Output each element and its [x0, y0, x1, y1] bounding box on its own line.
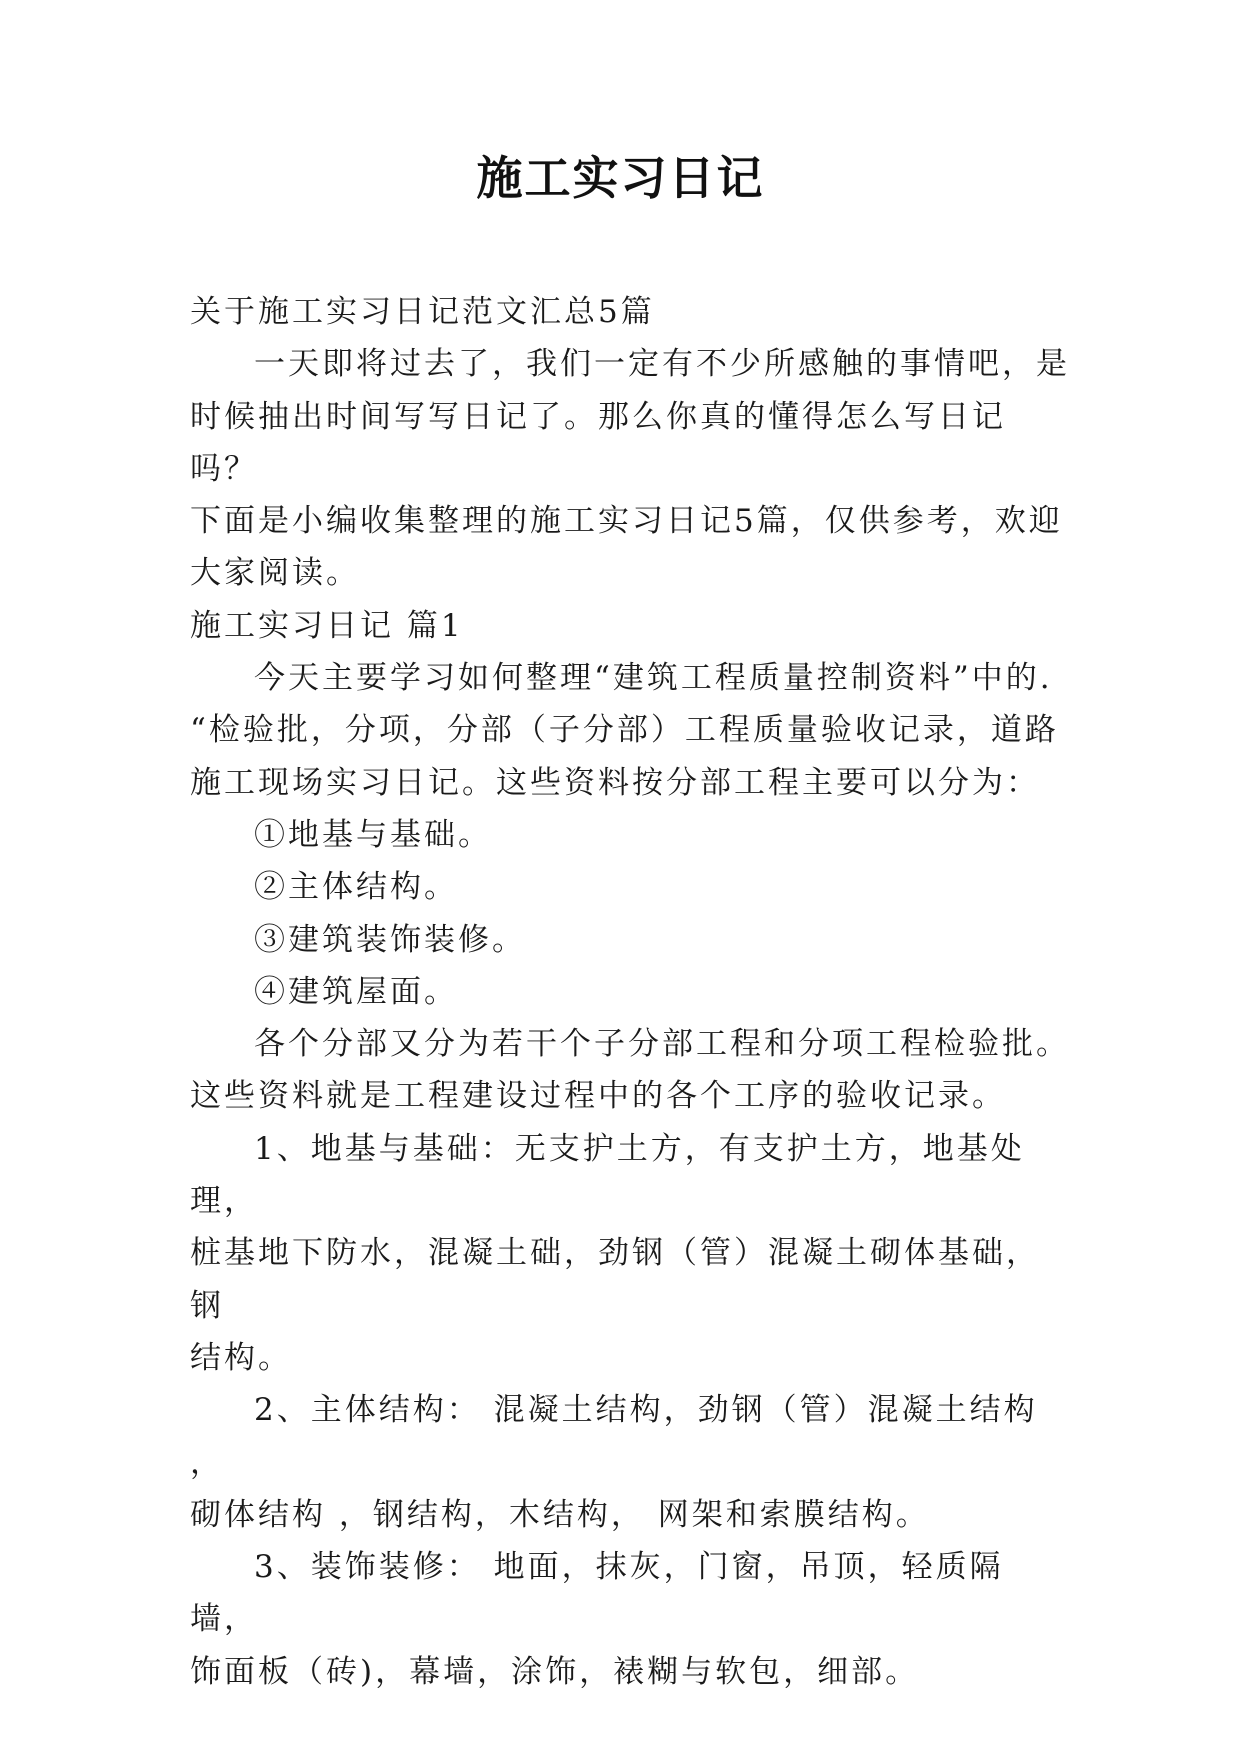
paragraph-line: 1、地基与基础：无支护土方，有支护土方，地基处理，	[190, 1130, 1025, 1220]
paragraph-line: 2、主体结构： 混凝土结构，劲钢（管）混凝土结构 ，	[190, 1392, 1038, 1481]
paragraph-line: 大家阅读。	[190, 555, 360, 592]
list-item: ②主体结构。	[254, 869, 458, 906]
document-title: 施工实习日记	[476, 151, 765, 205]
paragraph-line: 结构。	[190, 1339, 292, 1376]
list-item: ①地基与基础。	[254, 816, 492, 853]
paragraph-5	[190, 1541, 1070, 1698]
paragraph-4	[190, 1384, 1070, 1541]
list-item: ③建筑装饰装修。	[254, 921, 526, 958]
paragraph-3	[190, 1123, 1070, 1384]
paragraph-line: 桩基地下防水，混凝土础，劲钢（管）混凝土砌体基础，钢	[190, 1235, 1040, 1324]
paragraph-line: 下面是小编收集整理的施工实习日记5篇，仅供参考，欢迎	[190, 503, 1063, 540]
paragraph-line: 饰面板（砖)，幕墙，涂饰，裱糊与软包，细部。	[190, 1653, 920, 1690]
paragraph-line: 各个分部又分为若干个子分部工程和分项工程检验批。	[254, 1026, 1070, 1063]
paragraph-line: 这些资料就是工程建设过程中的各个工序的验收记录。	[190, 1078, 1006, 1115]
list-item: ④建筑屋面。	[254, 973, 458, 1010]
section-heading: 施工实习日记 篇1	[190, 607, 464, 644]
document-body	[190, 286, 1070, 1698]
paragraph-line: 一天即将过去了，我们一定有不少所感触的事情吧，是	[254, 346, 1070, 383]
paragraph-2	[190, 1018, 1070, 1123]
paragraph-line: “检验批，分项，分部（子分部）工程质量验收记录，道路	[190, 712, 1059, 749]
division-list	[190, 809, 1070, 1018]
paragraph-line: 今天主要学习如何整理“建筑工程质量控制资料”中的.	[254, 660, 1053, 697]
paragraph-line: 砌体结构 ，钢结构，木结构， 网架和索膜结构。	[190, 1496, 930, 1533]
intro-paragraph	[190, 338, 1070, 599]
paragraph-1	[190, 652, 1070, 809]
paragraph-line: 时候抽出时间写写日记了。那么你真的懂得怎么写日记吗？	[190, 398, 1006, 487]
paragraph-line: 施工现场实习日记。这些资料按分部工程主要可以分为：	[190, 764, 1040, 801]
document-subtitle: 关于施工实习日记范文汇总5篇	[190, 294, 655, 330]
paragraph-line: 3、装饰装修： 地面，抹灰，门窗，吊顶，轻质隔墙，	[190, 1549, 1004, 1638]
